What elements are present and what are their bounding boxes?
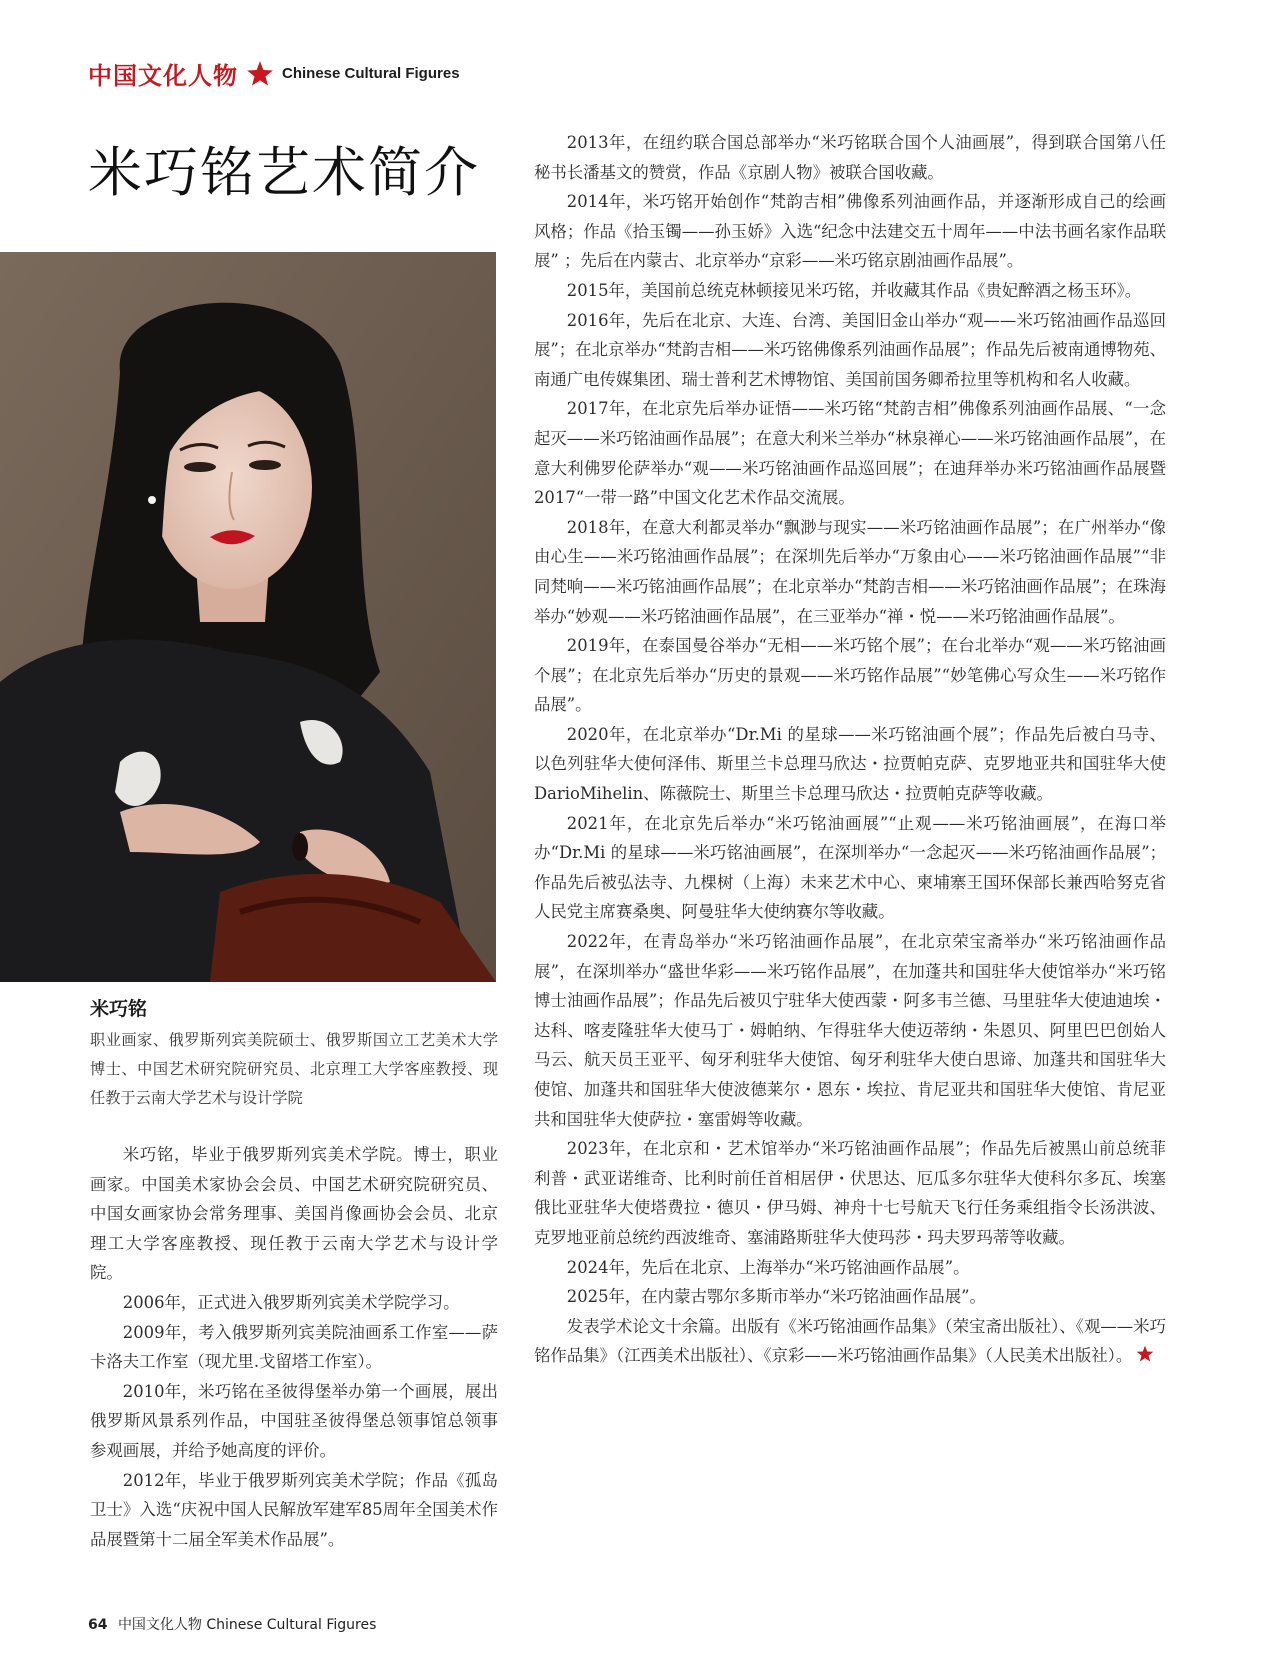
bio-paragraph: 2015年，美国前总统克林顿接见米巧铭，并收藏其作品《贵妃醉酒之杨玉环》。: [566, 280, 1142, 300]
bio-paragraph: 2006年，正式进入俄罗斯列宾美术学院学习。: [122, 1292, 460, 1312]
bio-final-text: 发表学术论文十余篇。出版有《米巧铭油画作品集》（荣宝斋出版社）、《观——米巧铭作品集》（江西美术出版社）、《京彩——米巧铭油画作品集》（人民美术出版社）。: [534, 1316, 1166, 1366]
bio-paragraph: 2012年，毕业于俄罗斯列宾美术学院；作品《孤岛卫士》入选“庆祝中国人民解放军建军85周年全国美术作品展暨第十二届全军美术作品展”。: [90, 1470, 498, 1549]
bio-paragraph: 2019年，在泰国曼谷举办“无相——米巧铭个展”；在台北举办“观——米巧铭油画个展”；在北京先后举办“历史的景观——米巧铭作品展”“妙笔佛心写众生——米巧铭作品展”。: [534, 636, 1166, 715]
bio-right-column: [534, 128, 1166, 1371]
bio-paragraph: 米巧铭，毕业于俄罗斯列宾美术学院。博士，职业画家。中国美术家协会会员、中国艺术研究院研究员、中国女画家协会常务理事、美国肖像画协会会员、北京理工大学客座教授、现任教于云南大学艺术与设计学院。: [90, 1145, 498, 1283]
bio-left-column: [90, 1140, 498, 1554]
bio-paragraph: 2024年，先后在北京、上海举办“米巧铭油画作品展”。: [566, 1257, 970, 1277]
bio-paragraph: 2017年，在北京先后举办证悟——米巧铭“梵韵吉相”佛像系列油画作品展、“一念起灭——米巧铭油画作品展”；在意大利米兰举办“林泉禅心——米巧铭油画作品展”，在意大利佛罗伦萨举办“观——米巧铭油画作品巡回展”；在迪拜举办米巧铭油画作品展暨2017“一带一路”中国文化艺术作品交流展。: [534, 399, 1166, 508]
end-star-icon: [1136, 1345, 1154, 1363]
bio-paragraph: 2018年，在意大利都灵举办“飘渺与现实——米巧铭油画作品展”；在广州举办“像由心生——米巧铭油画作品展”；在深圳先后举办“万象由心——米巧铭油画作品展”“非同梵响——米巧铭油画作品展”；在北京举办“梵韵吉相——米巧铭油画作品展”；在珠海举办“妙观——米巧铭油画作品展”，在三亚举办“禅・悦——米巧铭油画作品展”。: [534, 517, 1166, 626]
bio-final-paragraph: [534, 1312, 1166, 1371]
bio-paragraph: 2013年，在纽约联合国总部举办“米巧铭联合国个人油画展”，得到联合国第八任秘书长潘基文的赞赏，作品《京剧人物》被联合国收藏。: [534, 133, 1166, 182]
bio-paragraph: 2010年，米巧铭在圣彼得堡举办第一个画展，展出俄罗斯风景系列作品，中国驻圣彼得堡总领事馆总领事参观画展，并给予她高度的评价。: [90, 1381, 498, 1460]
page-footer: [88, 1614, 376, 1634]
caption-description: 职业画家、俄罗斯列宾美院硕士、俄罗斯国立工艺美术大学博士、中国艺术研究院研究员、北京理工大学客座教授、现任教于云南大学艺术与设计学院: [90, 1031, 498, 1107]
portrait-photo: [0, 252, 496, 982]
footer-text: 中国文化人物 Chinese Cultural Figures: [117, 1617, 377, 1633]
red-star-icon: [246, 60, 274, 88]
page-number: 64: [88, 1617, 108, 1633]
bio-paragraph: 2023年，在北京和・艺术馆举办“米巧铭油画作品展”；作品先后被黑山前总统菲利普・武亚诺维奇、比利时前任首相居伊・伏思达、厄瓜多尔驻华大使科尔多瓦、埃塞俄比亚驻华大使塔费拉・德贝・伊马姆、神舟十七号航天飞行任务乘组指令长汤洪波、克罗地亚前总统约西波维奇、塞浦路斯驻华大使玛莎・玛夫罗玛蒂等收藏。: [534, 1139, 1166, 1247]
bio-paragraph: 2020年，在北京举办“Dr.Mi 的星球——米巧铭油画个展”；作品先后被白马寺、以色列驻华大使何泽伟、斯里兰卡总理马欣达・拉贾帕克萨、克罗地亚共和国驻华大使DarioMihelin、陈薇院士、斯里兰卡总理马欣达・拉贾帕克萨等收藏。: [534, 724, 1166, 804]
bio-paragraph: 2022年，在青岛举办“米巧铭油画作品展”，在北京荣宝斋举办“米巧铭油画作品展”，在深圳举办“盛世华彩——米巧铭作品展”，在加蓬共和国驻华大使馆举办“米巧铭博士油画作品展”；作品先后被贝宁驻华大使西蒙・阿多韦兰德、马里驻华大使迪迪埃・达科、喀麦隆驻华大使马丁・姆帕纳、乍得驻华大使迈蒂纳・朱恩贝、阿里巴巴创始人马云、航天员王亚平、匈牙利驻华大使馆、匈牙利驻华大使白思谛、加蓬共和国驻华大使馆、加蓬共和国驻华大使波德莱尔・恩东・埃拉、肯尼亚共和国驻华大使馆、肯尼亚共和国驻华大使萨拉・塞雷姆等收藏。: [534, 932, 1166, 1129]
brand-english-title: Chinese Cultural Figures: [282, 65, 460, 82]
bio-paragraph: 2021年，在北京先后举办“米巧铭油画展”“止观——米巧铭油画展”，在海口举办“Dr.Mi 的星球——米巧铭油画展”，在深圳举办“一念起灭——米巧铭油画作品展”；作品先后被弘法寺、九棵树（上海）未来艺术中心、柬埔寨王国环保部长兼西哈努克省人民党主席赛桑奥、阿曼驻华大使纳赛尔等收藏。: [534, 813, 1166, 922]
magazine-header: [88, 56, 460, 91]
bio-paragraph: 2025年，在内蒙古鄂尔多斯市举办“米巧铭油画作品展”。: [566, 1287, 986, 1307]
caption-name: 米巧铭: [90, 998, 148, 1020]
article-title: 米巧铭艺术简介: [88, 141, 480, 204]
brand-chinese-title: 中国文化人物: [88, 61, 238, 90]
bio-paragraph: 2009年，考入俄罗斯列宾美院油画系工作室——萨卡洛夫工作室（现尤里.戈留塔工作室）。: [90, 1322, 498, 1372]
bio-paragraph: 2016年，先后在北京、大连、台湾、美国旧金山举办“观——米巧铭油画作品巡回展”；在北京举办“梵韵吉相——米巧铭佛像系列油画作品展”；作品先后被南通博物苑、南通广电传媒集团、瑞士普利艺术博物馆、美国前国务卿希拉里等机构和名人收藏。: [534, 310, 1166, 389]
bio-paragraph: 2014年，米巧铭开始创作“梵韵吉相”佛像系列油画作品，并逐渐形成自己的绘画风格；作品《拾玉镯——孙玉娇》入选“纪念中法建交五十周年——中法书画名家作品联展” ；先后在内蒙古、北京举办“京彩——米巧铭京剧油画作品展”。: [534, 192, 1166, 271]
